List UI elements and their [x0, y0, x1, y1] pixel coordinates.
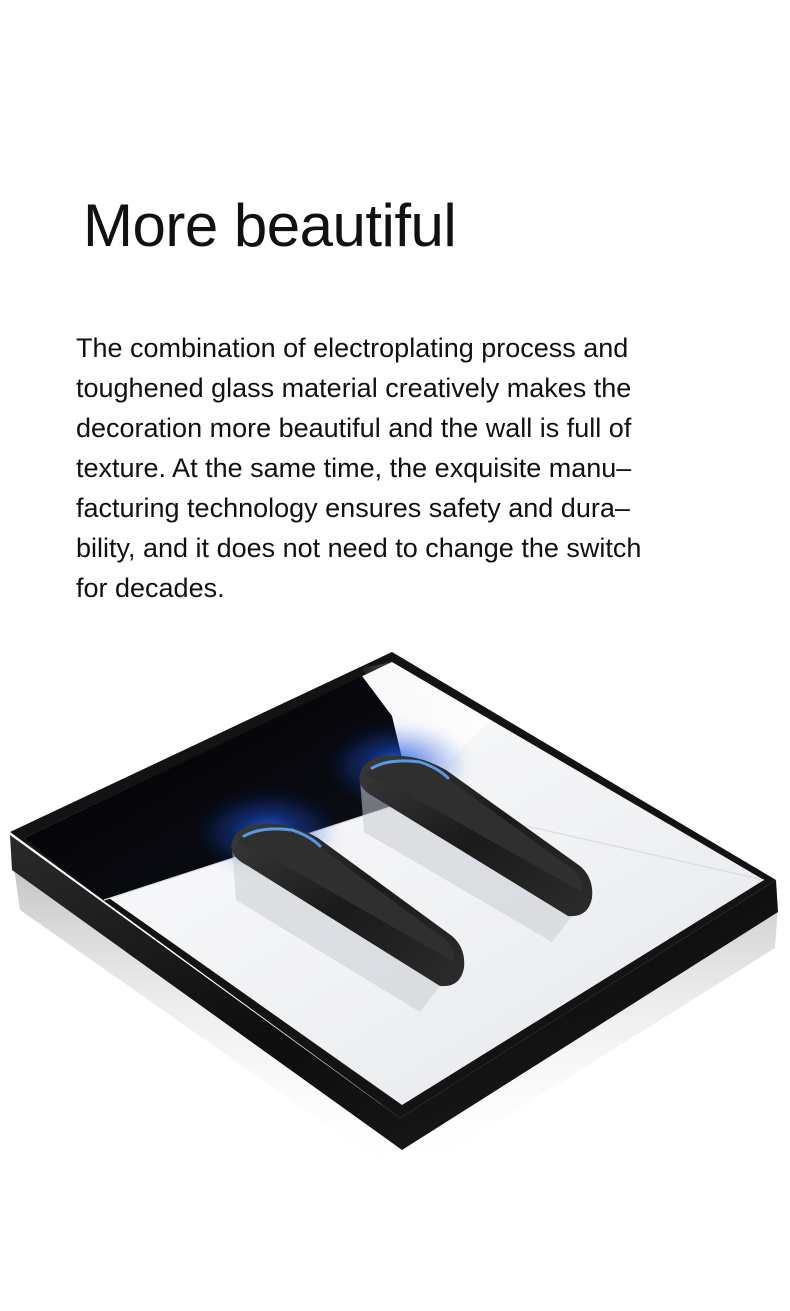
description-line: toughened glass material creatively makes the — [76, 373, 632, 403]
description-paragraph — [76, 328, 756, 608]
description-line: facturing technology ensures safety and dura– — [76, 493, 630, 523]
description-line: decoration more beautiful and the wall is full of — [76, 413, 632, 443]
description-line: bility, and it does not need to change the switch — [76, 533, 642, 563]
description-line: The combination of electroplating process and — [76, 333, 629, 363]
page-title: More beautiful — [83, 192, 457, 259]
wall-switch-illustration — [0, 600, 790, 1220]
description-line: texture. At the same time, the exquisite manu– — [76, 453, 632, 483]
description-line: for decades. — [76, 573, 225, 603]
